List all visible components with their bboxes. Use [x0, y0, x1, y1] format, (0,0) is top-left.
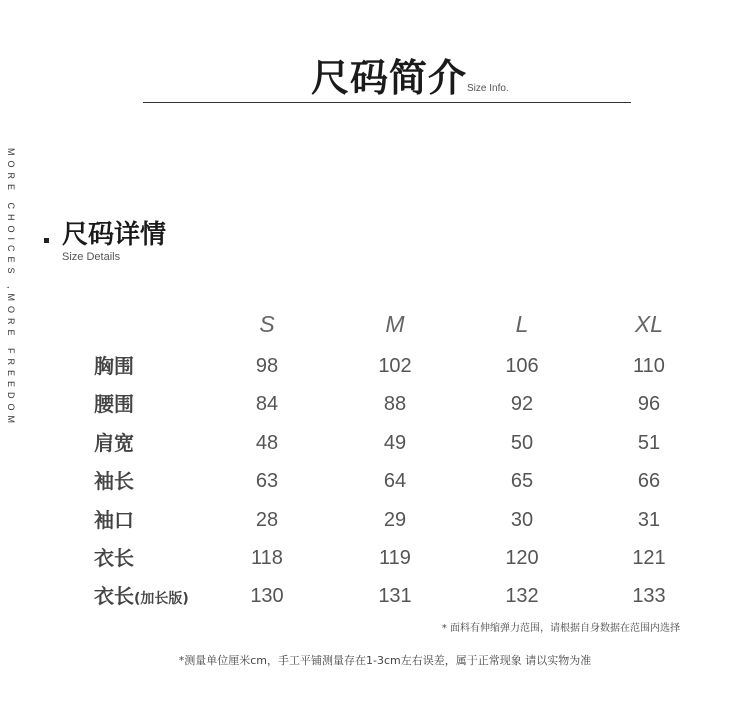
table-row	[90, 540, 730, 578]
table-cell: 66	[637, 470, 661, 493]
measurement-note: *测量单位厘米cm，手工平铺测量存在1-3cm左右误差，属于正常现象 请以实物为准	[178, 654, 592, 667]
title-bar	[143, 52, 631, 103]
section-title: 尺码详情	[62, 220, 167, 250]
section-bullet-icon	[44, 238, 49, 243]
row-label-text: 袖口	[94, 507, 134, 532]
table-cell: 84	[255, 393, 279, 416]
page-subtitle: Size Info.	[467, 83, 509, 94]
table-cell: 130	[250, 585, 284, 608]
row-label-text: 衣长	[94, 545, 134, 570]
table-cell: 30	[510, 508, 534, 531]
table-cell: 102	[378, 355, 412, 377]
table-cell: 121	[632, 546, 666, 569]
table-cell: 92	[510, 393, 534, 416]
row-label	[94, 386, 134, 422]
table-cell: 131	[378, 585, 412, 608]
table-cell: 110	[633, 355, 665, 377]
table-row	[90, 502, 730, 540]
row-label	[94, 540, 134, 576]
table-cell: 51	[637, 431, 661, 454]
table-cell: 64	[383, 470, 407, 493]
column-header-xl: XL	[634, 311, 664, 337]
row-label	[94, 348, 134, 384]
column-header-l: L	[515, 311, 529, 337]
table-cell: 88	[383, 393, 407, 416]
row-label-suffix: (加长版)	[134, 591, 189, 608]
table-row	[90, 578, 730, 616]
table-cell: 29	[383, 508, 407, 531]
table-cell: 118	[251, 546, 283, 569]
table-header-row	[90, 306, 730, 348]
table-cell: 133	[632, 585, 666, 608]
table-cell: 119	[379, 546, 411, 569]
table-cell: 98	[255, 355, 279, 377]
row-label-text: 袖长	[94, 469, 134, 494]
table-row	[90, 348, 730, 386]
table-cell: 48	[255, 431, 279, 454]
table-cell: 49	[383, 431, 407, 454]
fabric-note: * 面料有伸缩弹力范围，请根据自身数据在范围内选择	[441, 623, 680, 634]
table-cell: 31	[637, 508, 661, 531]
size-table	[90, 306, 730, 617]
table-cell: 28	[255, 508, 279, 531]
row-label-text: 腰围	[94, 392, 134, 417]
column-header-s: S	[259, 311, 275, 337]
table-cell: 96	[637, 393, 661, 416]
section-subtitle: Size Details	[62, 251, 121, 263]
row-label	[94, 425, 134, 461]
column-header-m: M	[385, 311, 405, 337]
table-row	[90, 463, 730, 501]
table-cell: 120	[505, 546, 539, 569]
row-label	[94, 502, 134, 538]
page-title: 尺码简介	[311, 56, 468, 100]
row-label-text: 肩宽	[94, 430, 134, 455]
side-slogan: MORE CHOICES ,MORE FREEDOM	[6, 148, 16, 429]
row-label	[94, 463, 134, 499]
table-cell: 65	[510, 470, 534, 493]
table-cell: 50	[510, 431, 534, 454]
table-row	[90, 425, 730, 463]
table-cell: 63	[255, 470, 279, 493]
table-cell: 132	[505, 585, 539, 608]
row-label-text: 衣长	[94, 584, 134, 609]
row-label-text: 胸围	[94, 354, 134, 378]
table-cell: 106	[505, 355, 539, 377]
table-row	[90, 386, 730, 424]
row-label	[94, 578, 189, 617]
